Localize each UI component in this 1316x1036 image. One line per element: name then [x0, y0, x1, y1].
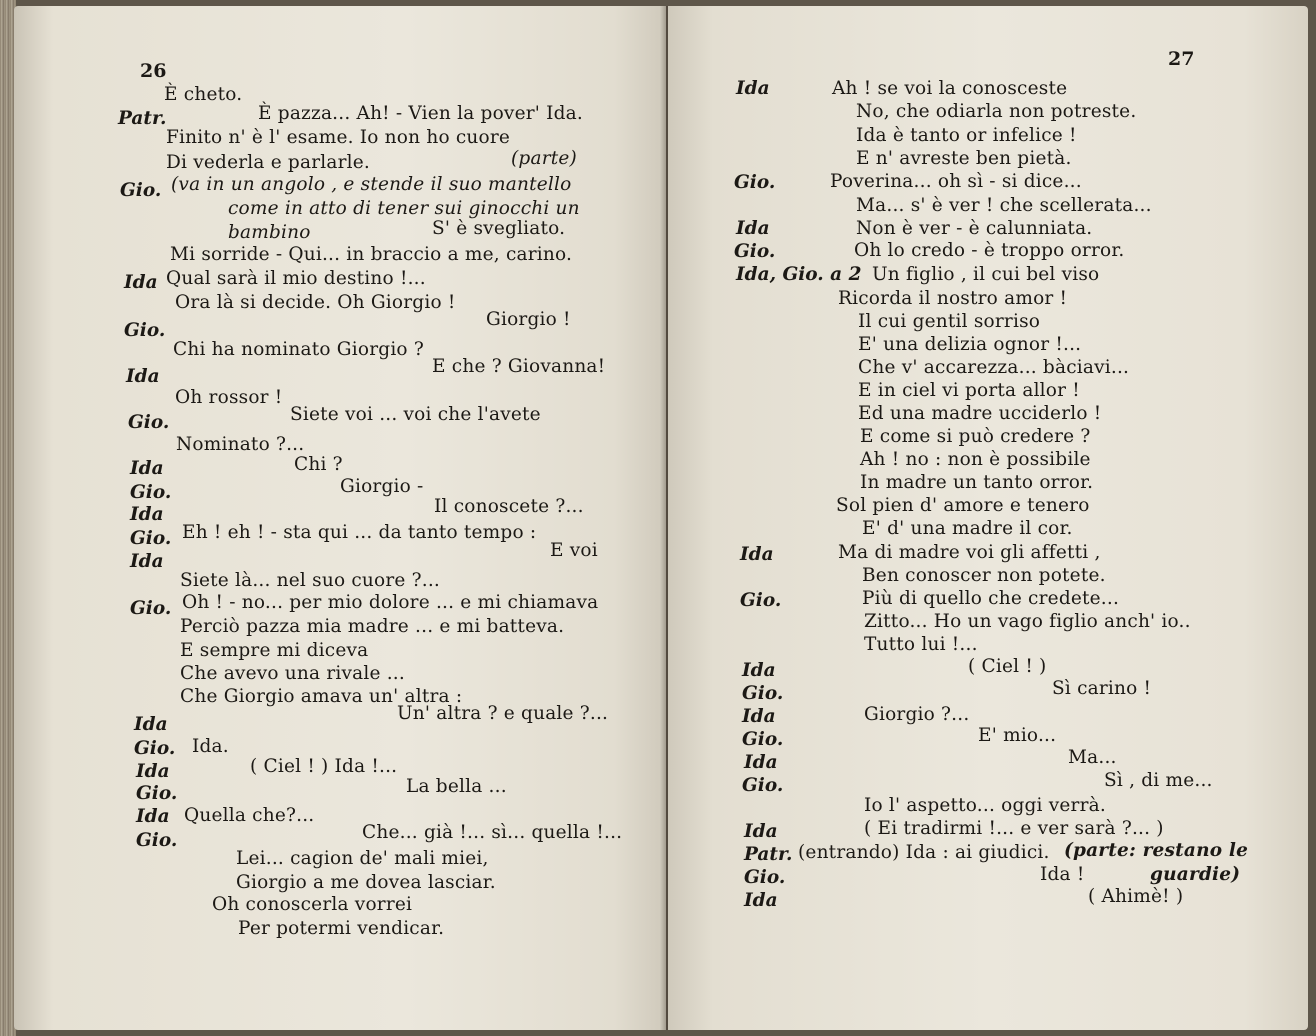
text-line: Oh lo credo - è troppo orror. — [854, 240, 1125, 261]
text-line: Oh rossor ! — [175, 387, 283, 408]
speaker-label: Gio. — [742, 683, 784, 704]
stage-direction: bambino — [228, 222, 311, 243]
text-line: No, che odiarla non potreste. — [856, 101, 1137, 122]
speaker-label: Ida — [134, 714, 168, 735]
speaker-label: Gio. — [136, 783, 178, 804]
stage-direction: (va in un angolo , e stende il suo mantello — [171, 174, 572, 195]
text-line: Giorgio - — [340, 476, 424, 497]
text-line: Che avevo una rivale ... — [180, 663, 405, 684]
speaker-label: Gio. — [130, 528, 172, 549]
speaker-label: Gio. — [742, 729, 784, 750]
speaker-label: Ida — [736, 78, 770, 99]
text-line: Io l' aspetto... oggi verrà. — [864, 795, 1106, 816]
text-line: Non è ver - è calunniata. — [856, 218, 1093, 239]
speaker-label: Ida — [742, 660, 776, 681]
text-line: Che... già !... sì... quella !... — [362, 822, 623, 843]
text-line: Giorgio a me dovea lasciar. — [236, 872, 496, 893]
stage-direction: (parte: restano le — [1064, 840, 1249, 861]
text-line: E' d' una madre il cor. — [862, 518, 1073, 539]
text-line: E' una delizia ognor !... — [858, 334, 1082, 355]
speaker-label: Ida — [744, 890, 778, 911]
text-line: S' è svegliato. — [432, 218, 566, 239]
text-line: In madre un tanto orror. — [860, 472, 1094, 493]
text-line: Ma di madre voi gli affetti , — [838, 542, 1101, 563]
text-line: E sempre mi diceva — [180, 640, 369, 661]
speaker-label: Ida — [740, 544, 774, 565]
text-line: Siete voi ... voi che l'avete — [290, 404, 541, 425]
text-line: Qual sarà il mio destino !... — [166, 268, 426, 289]
stage-direction: guardie) — [1150, 864, 1241, 885]
speaker-label: Gio. — [134, 738, 176, 759]
page-number: 26 — [140, 60, 167, 82]
text-line: Giorgio ?... — [864, 704, 970, 725]
text-line: Sol pien d' amore e tenero — [836, 495, 1090, 516]
text-line: Più di quello che credete... — [862, 588, 1120, 609]
speaker-label: Ida, Gio. a 2 — [736, 264, 862, 285]
speaker-label: Ida — [742, 706, 776, 727]
speaker-label: Gio. — [130, 482, 172, 503]
speaker-label: Ida — [126, 366, 160, 387]
text-line: Ida. — [192, 736, 229, 757]
left-page — [14, 6, 666, 1030]
text-line: Perciò pazza mia madre ... e mi batteva. — [180, 616, 565, 637]
text-line: Lei... cagion de' mali miei, — [236, 848, 489, 869]
speaker-label: Gio. — [128, 412, 170, 433]
speaker-label: Gio. — [130, 598, 172, 619]
text-line: Oh conoscerla vorrei — [212, 894, 413, 915]
text-line: E' mio... — [978, 725, 1057, 746]
text-line: È cheto. — [164, 84, 243, 105]
text-line: E come si può credere ? — [860, 426, 1091, 447]
text-line: Ma... — [1068, 747, 1117, 768]
text-line: Mi sorride - Qui... in braccio a me, carino. — [170, 244, 573, 265]
text-line: Ben conoscer non potete. — [862, 565, 1106, 586]
speaker-label: Gio. — [740, 590, 782, 611]
text-line: Nominato ?... — [176, 434, 305, 455]
speaker-label: Patr. — [118, 108, 167, 129]
stage-direction: come in atto di tener sui ginocchi un — [228, 198, 580, 219]
text-line: E che ? Giovanna! — [432, 356, 606, 377]
speaker-label: Ida — [130, 458, 164, 479]
text-line: ( Ciel ! ) Ida !... — [250, 756, 398, 777]
text-line: ( Ciel ! ) — [968, 656, 1047, 677]
speaker-label: Ida — [744, 752, 778, 773]
stage-direction: (parte) — [511, 148, 577, 169]
speaker-label: Gio. — [742, 775, 784, 796]
text-line: Per potermi vendicar. — [238, 918, 445, 939]
speaker-label: Ida — [744, 821, 778, 842]
text-line: Ida è tanto or infelice ! — [856, 125, 1077, 146]
text-line: (entrando) Ida : ai giudici. — [798, 842, 1050, 863]
text-line: Che Giorgio amava un' altra : — [180, 686, 463, 707]
text-line: Ricorda il nostro amor ! — [838, 288, 1068, 309]
speaker-label: Ida — [130, 551, 164, 572]
text-line: Il conoscete ?... — [434, 496, 584, 517]
speaker-label: Ida — [130, 504, 164, 525]
speaker-label: Gio. — [744, 867, 786, 888]
page-number: 27 — [1168, 48, 1195, 70]
text-line: Tutto lui !... — [864, 634, 978, 655]
text-line: Eh ! eh ! - sta qui ... da tanto tempo : — [182, 522, 537, 543]
text-line: Di vederla e parlarle. — [166, 152, 370, 173]
text-line: E in ciel vi porta allor ! — [858, 380, 1080, 401]
speaker-label: Ida — [124, 272, 158, 293]
text-line: Quella che?... — [184, 805, 315, 826]
text-line: Sì , di me... — [1104, 770, 1213, 791]
text-line: Il cui gentil sorriso — [858, 311, 1041, 332]
text-line: E n' avreste ben pietà. — [856, 148, 1072, 169]
text-line: La bella ... — [406, 776, 507, 797]
text-line: Che v' accarezza... bàciavi... — [858, 357, 1130, 378]
text-line: È pazza... Ah! - Vien la pover' Ida. — [258, 103, 583, 124]
text-line: Un' altra ? e quale ?... — [397, 703, 609, 724]
text-line: Ah ! se voi la conosceste — [832, 78, 1068, 99]
text-line: Un figlio , il cui bel viso — [872, 264, 1100, 285]
text-line: Finito n' è l' esame. Io non ho cuore — [166, 127, 511, 148]
text-line: E voi — [550, 540, 598, 561]
text-line: Zitto... Ho un vago figlio anch' io.. — [864, 611, 1191, 632]
text-line: Oh ! - no... per mio dolore ... e mi chiamava — [182, 592, 599, 613]
text-line: Ma... s' è ver ! che scellerata... — [856, 195, 1152, 216]
text-line: Chi ? — [294, 454, 343, 475]
text-line: Siete là... nel suo cuore ?... — [180, 570, 441, 591]
text-line: ( Ei tradirmi !... e ver sarà ?... ) — [864, 818, 1164, 839]
speaker-label: Gio. — [734, 172, 776, 193]
text-line: Ora là si decide. Oh Giorgio ! — [175, 292, 456, 313]
speaker-label: Gio. — [136, 830, 178, 851]
speaker-label: Gio. — [124, 320, 166, 341]
speaker-label: Gio. — [734, 241, 776, 262]
text-line: Sì carino ! — [1052, 678, 1152, 699]
speaker-label: Ida — [736, 218, 770, 239]
text-line: Ah ! no : non è possibile — [860, 449, 1091, 470]
text-line: Ed una madre ucciderlo ! — [858, 403, 1102, 424]
speaker-label: Ida — [136, 761, 170, 782]
text-line: Ida ! — [1040, 864, 1085, 885]
text-line: Giorgio ! — [486, 309, 571, 330]
speaker-label: Ida — [136, 806, 170, 827]
text-line: ( Ahimè! ) — [1088, 886, 1184, 907]
text-line: Poverina... oh sì - si dice... — [830, 171, 1082, 192]
text-line: Chi ha nominato Giorgio ? — [173, 339, 424, 360]
speaker-label: Patr. — [744, 844, 793, 865]
right-page — [668, 6, 1308, 1030]
speaker-label: Gio. — [120, 180, 162, 201]
